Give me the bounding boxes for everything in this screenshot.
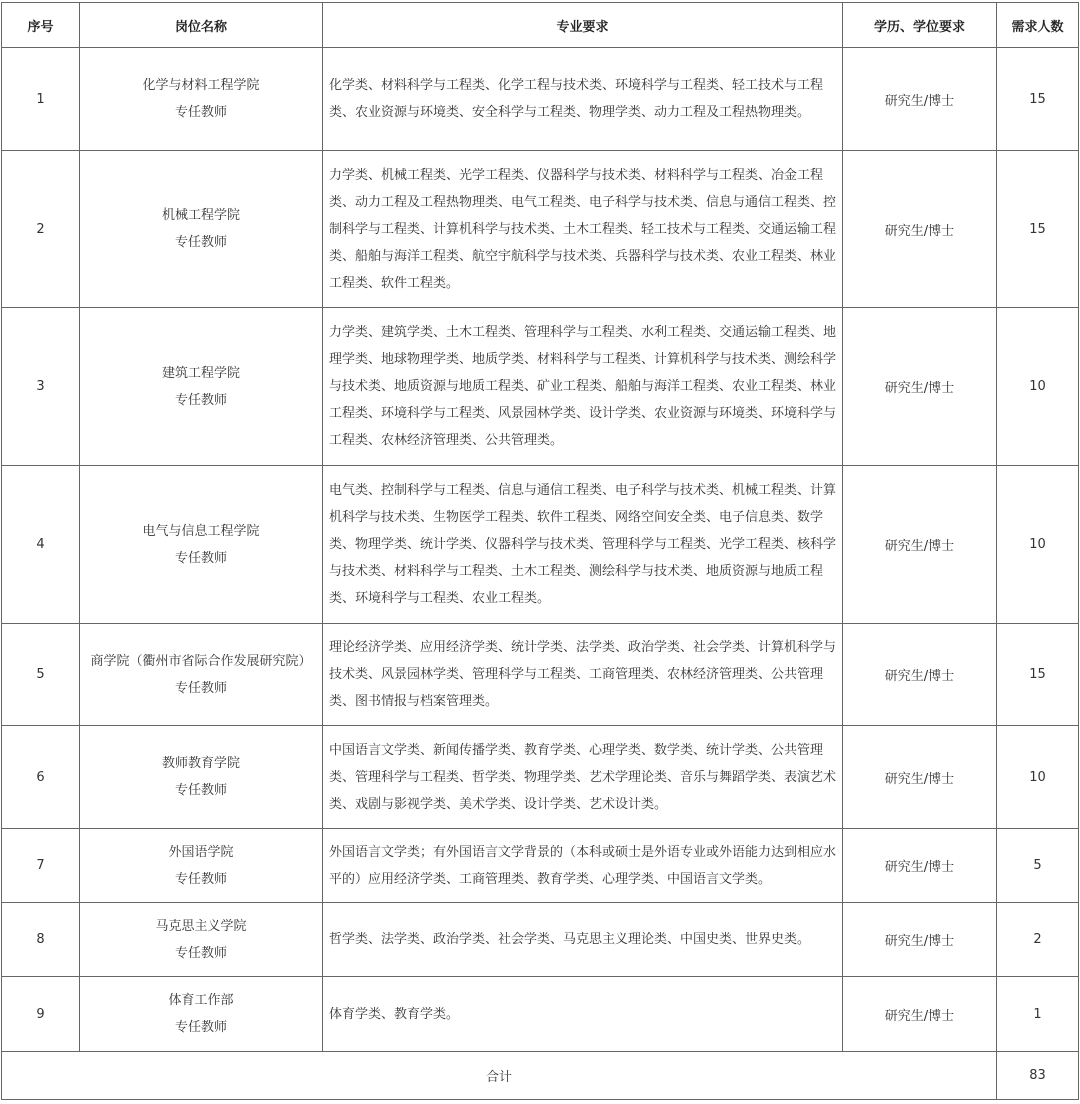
row-unit: 体育工作部 bbox=[168, 993, 234, 1008]
total-label: 合计 bbox=[2, 1052, 997, 1100]
row-unit: 机械工程学院 bbox=[161, 208, 240, 223]
row-no: 1 bbox=[2, 48, 80, 151]
table-row bbox=[2, 829, 1079, 903]
header-major: 专业要求 bbox=[323, 3, 843, 48]
row-count: 1 bbox=[997, 977, 1079, 1052]
row-role: 专任教师 bbox=[174, 550, 227, 566]
row-count: 15 bbox=[997, 48, 1079, 151]
row-major: 电气类、控制科学与工程类、信息与通信工程类、电子科学与技术类、机械工程类、计算机科学与技术类、生物医学工程类、软件工程类、网络空间安全类、电子信息类、数学类、物理学类、统计学类、仪器科学与技术类、管理科学与工程类、光学工程类、核科学与技术类、材料科学与工程类、土木工程类、测绘科学与技术类、地质资源与地质工程类、环境科学与工程类、农业工程类。 bbox=[323, 466, 843, 624]
row-post bbox=[80, 903, 323, 977]
table-row bbox=[2, 726, 1079, 829]
row-major: 哲学类、法学类、政治学类、社会学类、马克思主义理论类、中国史类、世界史类。 bbox=[323, 903, 843, 977]
row-post bbox=[80, 624, 323, 726]
row-degree: 研究生/博士 bbox=[843, 977, 997, 1052]
row-unit: 教师教育学院 bbox=[161, 756, 240, 771]
row-no: 3 bbox=[2, 308, 80, 466]
recruitment-table bbox=[1, 2, 1079, 1100]
row-no: 9 bbox=[2, 977, 80, 1052]
row-role: 专任教师 bbox=[174, 783, 227, 798]
row-role: 专任教师 bbox=[174, 1020, 227, 1035]
row-no: 7 bbox=[2, 829, 80, 903]
table-row bbox=[2, 151, 1079, 308]
row-count: 10 bbox=[997, 726, 1079, 829]
row-degree: 研究生/博士 bbox=[843, 151, 997, 308]
row-count: 15 bbox=[997, 151, 1079, 308]
table-row bbox=[2, 903, 1079, 977]
table-row bbox=[2, 624, 1079, 726]
row-role: 专任教师 bbox=[174, 235, 227, 250]
row-major: 力学类、建筑学类、土木工程类、管理科学与工程类、水利工程类、交通运输工程类、地理学类、地球物理学类、地质学类、材料科学与工程类、计算机科学与技术类、测绘科学与技术类、地质资源与地质工程类、矿业工程类、船舶与海洋工程类、农业工程类、林业工程类、环境科学与工程类、风景园林学类、设计学类、农业资源与环境类、环境科学与工程类、农林经济管理类、公共管理类。 bbox=[323, 308, 843, 466]
header-degree: 学历、学位要求 bbox=[843, 3, 997, 48]
table-row bbox=[2, 977, 1079, 1052]
row-major: 外国语言文学类；有外国语言文学背景的（本科或硕士是外语专业或外语能力达到相应水平的）应用经济学类、工商管理类、教育学类、心理学类、中国语言文学类。 bbox=[323, 829, 843, 903]
row-count: 2 bbox=[997, 903, 1079, 977]
row-no: 2 bbox=[2, 151, 80, 308]
row-degree: 研究生/博士 bbox=[843, 48, 997, 151]
row-degree: 研究生/博士 bbox=[843, 726, 997, 829]
table-header-row bbox=[2, 3, 1079, 48]
total-row bbox=[2, 1052, 1079, 1100]
total-count: 83 bbox=[997, 1052, 1079, 1100]
header-count: 需求人数 bbox=[997, 3, 1079, 48]
row-count: 10 bbox=[997, 308, 1079, 466]
row-role: 专任教师 bbox=[174, 680, 227, 696]
row-no: 6 bbox=[2, 726, 80, 829]
table-row bbox=[2, 466, 1079, 624]
row-major: 中国语言文学类、新闻传播学类、教育学类、心理学类、数学类、统计学类、公共管理类、管理科学与工程类、哲学类、物理学类、艺术学理论类、音乐与舞蹈学类、表演艺术类、戏剧与影视学类、美术学类、设计学类、艺术设计类。 bbox=[323, 726, 843, 829]
row-degree: 研究生/博士 bbox=[843, 903, 997, 977]
row-major: 力学类、机械工程类、光学工程类、仪器科学与技术类、材料科学与工程类、冶金工程类、动力工程及工程热物理类、电气工程类、电子科学与技术类、信息与通信工程类、控制科学与工程类、计算机科学与技术类、土木工程类、轻工技术与工程类、交通运输工程类、船舶与海洋工程类、航空宇航科学与技术类、兵器科学与技术类、农业工程类、林业工程类、软件工程类。 bbox=[323, 151, 843, 308]
row-count: 10 bbox=[997, 466, 1079, 624]
row-unit: 化学与材料工程学院 bbox=[142, 78, 260, 93]
table-row bbox=[2, 48, 1079, 151]
table-row bbox=[2, 308, 1079, 466]
row-unit: 商学院（衢州市省际合作发展研究院） bbox=[90, 653, 312, 669]
row-role: 专任教师 bbox=[174, 105, 227, 120]
row-post bbox=[80, 466, 323, 624]
row-count: 5 bbox=[997, 829, 1079, 903]
row-count: 15 bbox=[997, 624, 1079, 726]
row-no: 8 bbox=[2, 903, 80, 977]
row-post bbox=[80, 829, 323, 903]
row-unit: 马克思主义学院 bbox=[155, 918, 247, 934]
row-degree: 研究生/博士 bbox=[843, 466, 997, 624]
row-degree: 研究生/博士 bbox=[843, 624, 997, 726]
row-role: 专任教师 bbox=[174, 945, 227, 961]
header-post: 岗位名称 bbox=[80, 3, 323, 48]
header-no: 序号 bbox=[2, 3, 80, 48]
row-degree: 研究生/博士 bbox=[843, 829, 997, 903]
row-post bbox=[80, 977, 323, 1052]
row-major: 体育学类、教育学类。 bbox=[323, 977, 843, 1052]
row-unit: 建筑工程学院 bbox=[161, 365, 240, 381]
row-unit: 电气与信息工程学院 bbox=[142, 523, 260, 539]
row-no: 5 bbox=[2, 624, 80, 726]
row-post bbox=[80, 308, 323, 466]
row-degree: 研究生/博士 bbox=[843, 308, 997, 466]
row-post bbox=[80, 726, 323, 829]
row-no: 4 bbox=[2, 466, 80, 624]
row-post bbox=[80, 48, 323, 151]
row-unit: 外国语学院 bbox=[168, 844, 234, 860]
row-role: 专任教师 bbox=[174, 392, 227, 408]
row-major: 化学类、材料科学与工程类、化学工程与技术类、环境科学与工程类、轻工技术与工程类、农业资源与环境类、安全科学与工程类、物理学类、动力工程及工程热物理类。 bbox=[323, 48, 843, 151]
row-post bbox=[80, 151, 323, 308]
row-major: 理论经济学类、应用经济学类、统计学类、法学类、政治学类、社会学类、计算机科学与技术类、风景园林学类、管理科学与工程类、工商管理类、农林经济管理类、公共管理类、图书情报与档案管理类。 bbox=[323, 624, 843, 726]
row-role: 专任教师 bbox=[174, 871, 227, 887]
